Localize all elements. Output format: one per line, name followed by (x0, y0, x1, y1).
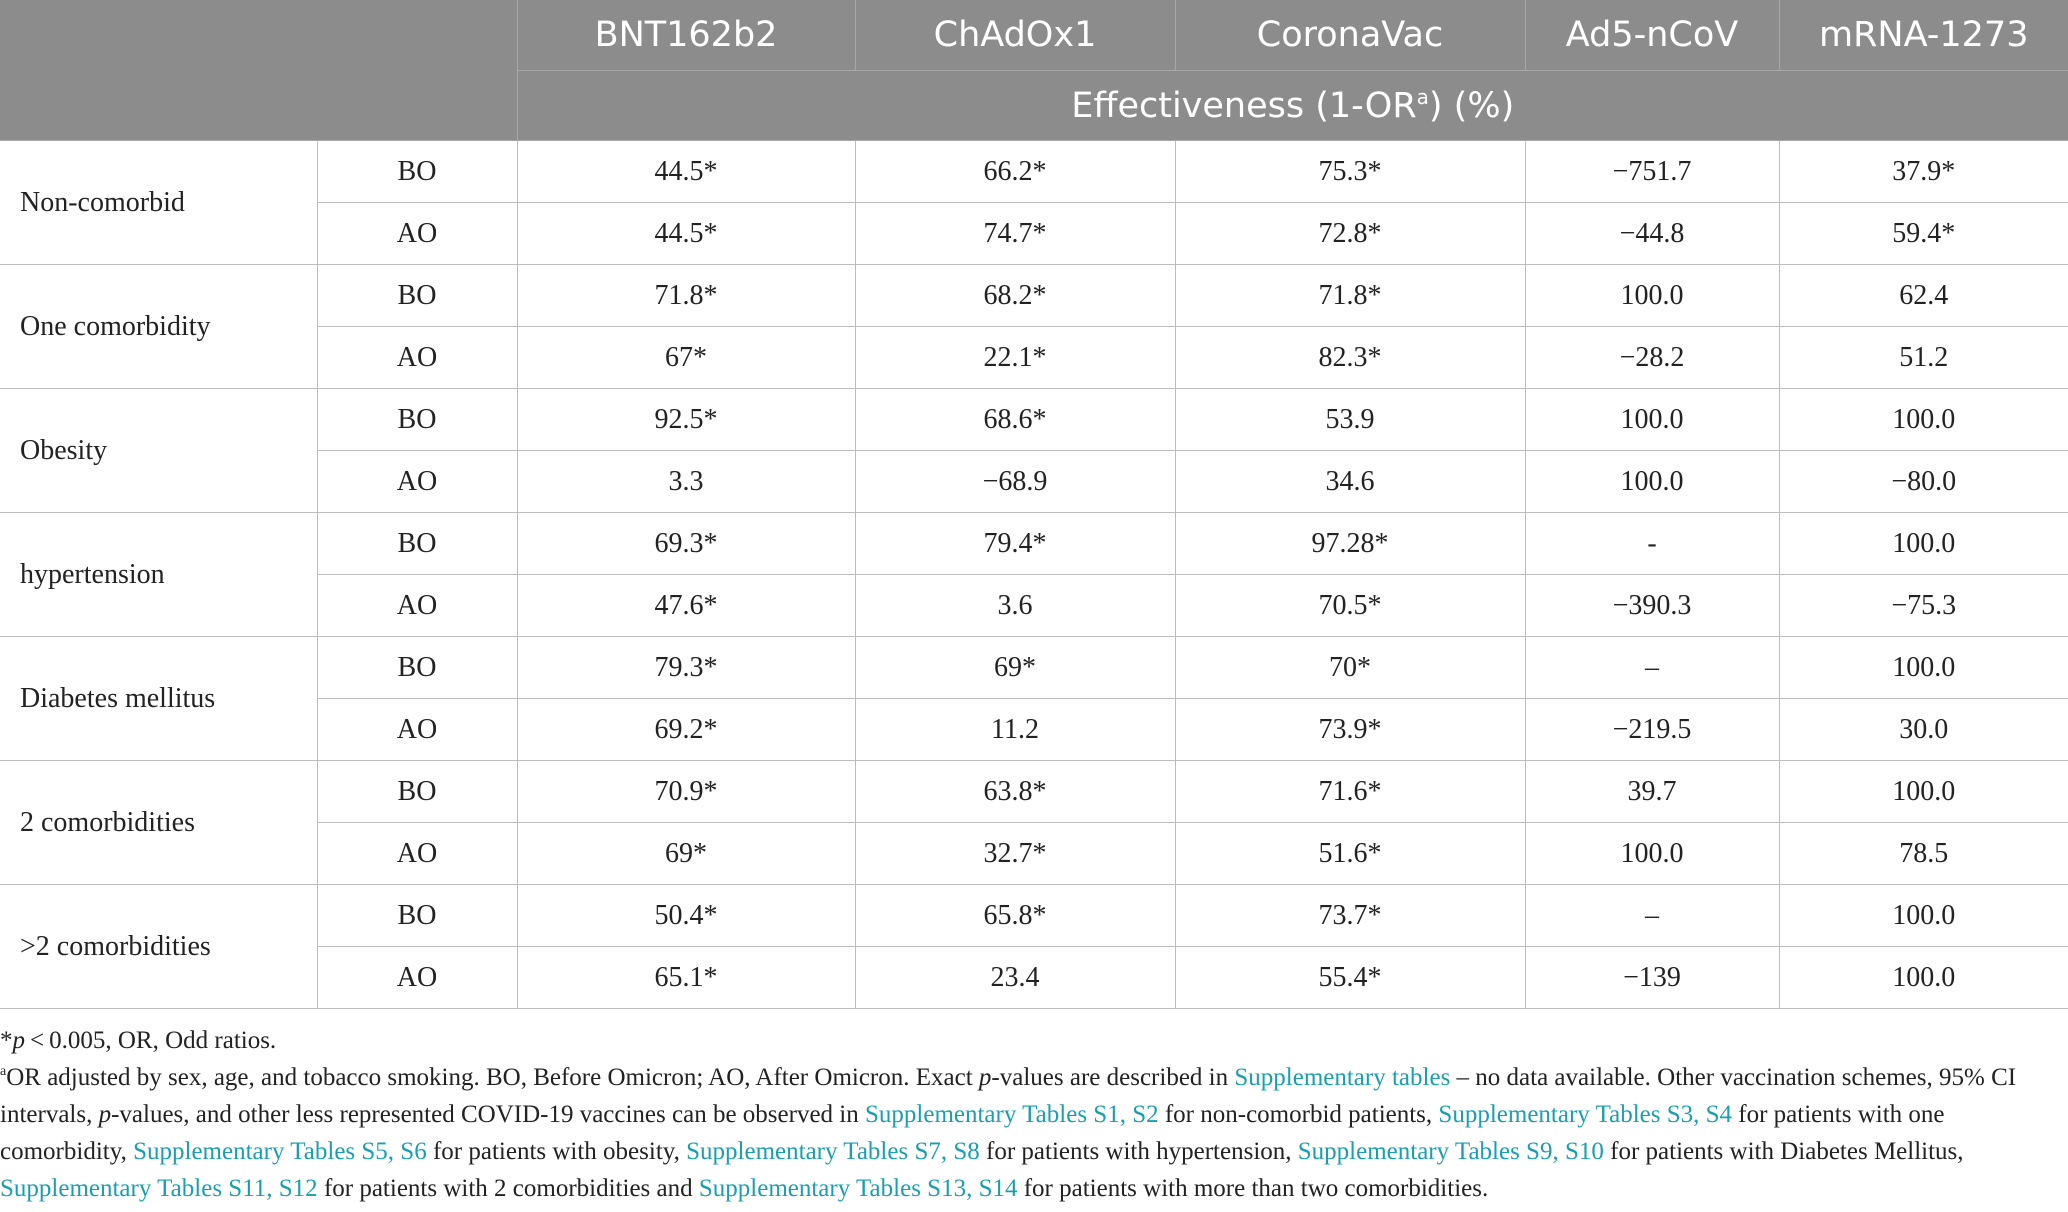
effectiveness-value-cell: 71.8* (517, 265, 855, 327)
footnote-text: for patients with Diabetes Mellitus, (1603, 1138, 1964, 1165)
effectiveness-value-cell: 67* (517, 327, 855, 389)
effectiveness-value-cell: 34.6 (1175, 451, 1525, 513)
period-label: BO (317, 761, 517, 823)
supplementary-tables-s5-s6-link[interactable]: Supplementary Tables S5, S6 (133, 1138, 427, 1165)
period-label: AO (317, 699, 517, 761)
effectiveness-value-cell: 63.8* (855, 761, 1175, 823)
effectiveness-value-cell: 71.8* (1175, 265, 1525, 327)
effectiveness-value-cell: 50.4* (517, 885, 855, 947)
period-label: BO (317, 141, 517, 203)
effectiveness-value-cell: 73.7* (1175, 885, 1525, 947)
effectiveness-value-cell: 44.5* (517, 203, 855, 265)
effectiveness-value-cell: 23.4 (855, 947, 1175, 1009)
effectiveness-value-cell: 69.3* (517, 513, 855, 575)
effectiveness-value-cell: 82.3* (1175, 327, 1525, 389)
footnote-p-symbol: p (12, 1027, 25, 1054)
effectiveness-value-cell: −28.2 (1525, 327, 1779, 389)
effectiveness-value-cell: 11.2 (855, 699, 1175, 761)
effectiveness-value-cell: 62.4 (1779, 265, 2068, 327)
table-body (0, 141, 2068, 1009)
period-label: AO (317, 575, 517, 637)
effectiveness-value-cell: 66.2* (855, 141, 1175, 203)
effectiveness-value-cell: 73.9* (1175, 699, 1525, 761)
effectiveness-value-cell: 53.9 (1175, 389, 1525, 451)
subheader-prefix: Effectiveness (1-OR (1071, 85, 1417, 126)
effectiveness-value-cell: 68.6* (855, 389, 1175, 451)
supplementary-tables-s7-s8-link[interactable]: Supplementary Tables S7, S8 (686, 1138, 980, 1165)
column-header-mrna-1273: mRNA-1273 (1779, 0, 2068, 71)
effectiveness-value-cell: −75.3 (1779, 575, 2068, 637)
period-label: AO (317, 451, 517, 513)
row-group-label: 2 comorbidities (0, 761, 317, 885)
row-group-label: One comorbidity (0, 265, 317, 389)
supplementary-tables-s3-s4-link[interactable]: Supplementary Tables S3, S4 (1438, 1101, 1733, 1128)
effectiveness-value-cell: 100.0 (1779, 513, 2068, 575)
column-header-bnt162b2: BNT162b2 (517, 0, 855, 71)
effectiveness-value-cell: −390.3 (1525, 575, 1779, 637)
period-label: AO (317, 947, 517, 1009)
footnote-text: -values, and other less represented COVID-19 vaccines can be observed in (111, 1101, 865, 1128)
effectiveness-value-cell: 92.5* (517, 389, 855, 451)
effectiveness-value-cell: 39.7 (1525, 761, 1779, 823)
row-group-label: Non-comorbid (0, 141, 317, 265)
effectiveness-value-cell: 70* (1175, 637, 1525, 699)
table-row (0, 389, 2068, 451)
effectiveness-value-cell: 79.4* (855, 513, 1175, 575)
effectiveness-value-cell: 97.28* (1175, 513, 1525, 575)
effectiveness-value-cell: 30.0 (1779, 699, 2068, 761)
footnote-text: for patients with more than two comorbidities. (1017, 1175, 1489, 1202)
footnote-text: for patients with one comorbidity, (0, 1101, 1945, 1165)
effectiveness-value-cell: 69* (517, 823, 855, 885)
row-group-label: Diabetes mellitus (0, 637, 317, 761)
effectiveness-value-cell: – (1525, 885, 1779, 947)
effectiveness-value-cell: 51.2 (1779, 327, 2068, 389)
effectiveness-value-cell: 47.6* (517, 575, 855, 637)
effectiveness-value-cell: −44.8 (1525, 203, 1779, 265)
supplementary-tables-s1-s2-link[interactable]: Supplementary Tables S1, S2 (865, 1101, 1159, 1128)
effectiveness-value-cell: 100.0 (1779, 761, 2068, 823)
table-row (0, 637, 2068, 699)
supplementary-tables-link[interactable]: Supplementary tables (1234, 1064, 1451, 1091)
column-header-ad5-ncov: Ad5-nCoV (1525, 0, 1779, 71)
column-header-coronavac: CoronaVac (1175, 0, 1525, 71)
header-empty-cell (0, 0, 517, 141)
subheader-superscript: a (1416, 84, 1429, 109)
footnote-superscript-a: a (0, 1064, 7, 1079)
header-row-vaccines (0, 0, 2068, 71)
effectiveness-value-cell: 69* (855, 637, 1175, 699)
effectiveness-value-cell: 100.0 (1525, 389, 1779, 451)
effectiveness-value-cell: 70.5* (1175, 575, 1525, 637)
effectiveness-value-cell: −68.9 (855, 451, 1175, 513)
effectiveness-value-cell: 72.8* (1175, 203, 1525, 265)
effectiveness-value-cell: 65.1* (517, 947, 855, 1009)
footnote-p-symbol: p (98, 1101, 112, 1128)
effectiveness-value-cell: 75.3* (1175, 141, 1525, 203)
effectiveness-value-cell: 55.4* (1175, 947, 1525, 1009)
effectiveness-value-cell: 51.6* (1175, 823, 1525, 885)
effectiveness-value-cell: 32.7* (855, 823, 1175, 885)
period-label: BO (317, 389, 517, 451)
effectiveness-value-cell: 100.0 (1525, 823, 1779, 885)
table-row (0, 513, 2068, 575)
footnote-significance (0, 1022, 2060, 1059)
period-label: AO (317, 327, 517, 389)
footnote-text: for non-comorbid patients, (1158, 1101, 1439, 1128)
effectiveness-value-cell: 69.2* (517, 699, 855, 761)
effectiveness-value-cell: - (1525, 513, 1779, 575)
footnote-p-symbol: p (978, 1064, 992, 1091)
subheader-suffix: ) (%) (1428, 85, 1515, 126)
period-label: BO (317, 265, 517, 327)
effectiveness-value-cell: 22.1* (855, 327, 1175, 389)
effectiveness-value-cell: 3.6 (855, 575, 1175, 637)
effectiveness-value-cell: 70.9* (517, 761, 855, 823)
footnote-text: OR adjusted by sex, age, and tobacco smoking. BO, Before Omicron; AO, After Omicron. Exact (6, 1064, 979, 1091)
effectiveness-value-cell: −219.5 (1525, 699, 1779, 761)
effectiveness-value-cell: −80.0 (1779, 451, 2068, 513)
table-row (0, 141, 2068, 203)
effectiveness-value-cell: 79.3* (517, 637, 855, 699)
row-group-label: hypertension (0, 513, 317, 637)
effectiveness-value-cell: 37.9* (1779, 141, 2068, 203)
effectiveness-value-cell: 59.4* (1779, 203, 2068, 265)
footnote-text: for patients with 2 comorbidities and (317, 1175, 699, 1202)
effectiveness-value-cell: 100.0 (1779, 947, 2068, 1009)
effectiveness-subheader (517, 71, 2068, 141)
column-header-chadox1: ChAdOx1 (855, 0, 1175, 71)
footnote-text: – no data available. Other vaccination schemes, 95% CI intervals, (0, 1064, 2017, 1128)
effectiveness-value-cell: 78.5 (1779, 823, 2068, 885)
row-group-label: >2 comorbidities (0, 885, 317, 1009)
period-label: BO (317, 885, 517, 947)
effectiveness-value-cell: 65.8* (855, 885, 1175, 947)
effectiveness-value-cell: 71.6* (1175, 761, 1525, 823)
effectiveness-value-cell: 100.0 (1525, 451, 1779, 513)
effectiveness-value-cell: 68.2* (855, 265, 1175, 327)
footnote-significance-text: < 0.005, OR, Odd ratios. (25, 1027, 277, 1054)
footnote-text: -values are described in (991, 1064, 1235, 1091)
footnote-star: * (0, 1027, 13, 1054)
footnote-text: for patients with obesity, (426, 1138, 687, 1165)
effectiveness-value-cell: 100.0 (1779, 637, 2068, 699)
effectiveness-value-cell: 3.3 (517, 451, 855, 513)
supplementary-tables-s13-s14-link[interactable]: Supplementary Tables S13, S14 (698, 1175, 1018, 1202)
table-row (0, 265, 2068, 327)
row-group-label: Obesity (0, 389, 317, 513)
effectiveness-value-cell: 100.0 (1525, 265, 1779, 327)
period-label: BO (317, 637, 517, 699)
period-label: AO (317, 203, 517, 265)
supplementary-tables-s9-s10-link[interactable]: Supplementary Tables S9, S10 (1297, 1138, 1604, 1165)
period-label: AO (317, 823, 517, 885)
effectiveness-value-cell: 44.5* (517, 141, 855, 203)
effectiveness-value-cell: 100.0 (1779, 389, 2068, 451)
effectiveness-value-cell: −751.7 (1525, 141, 1779, 203)
table-row (0, 885, 2068, 947)
effectiveness-value-cell: 100.0 (1779, 885, 2068, 947)
effectiveness-value-cell: 74.7* (855, 203, 1175, 265)
period-label: BO (317, 513, 517, 575)
supplementary-tables-s11-s12-link[interactable]: Supplementary Tables S11, S12 (0, 1175, 318, 1202)
footnote-text: for patients with hypertension, (979, 1138, 1298, 1165)
table-row (0, 761, 2068, 823)
footnote-adjustment (0, 1059, 2060, 1207)
effectiveness-value-cell: – (1525, 637, 1779, 699)
table-footnotes (0, 1022, 2060, 1207)
effectiveness-value-cell: −139 (1525, 947, 1779, 1009)
